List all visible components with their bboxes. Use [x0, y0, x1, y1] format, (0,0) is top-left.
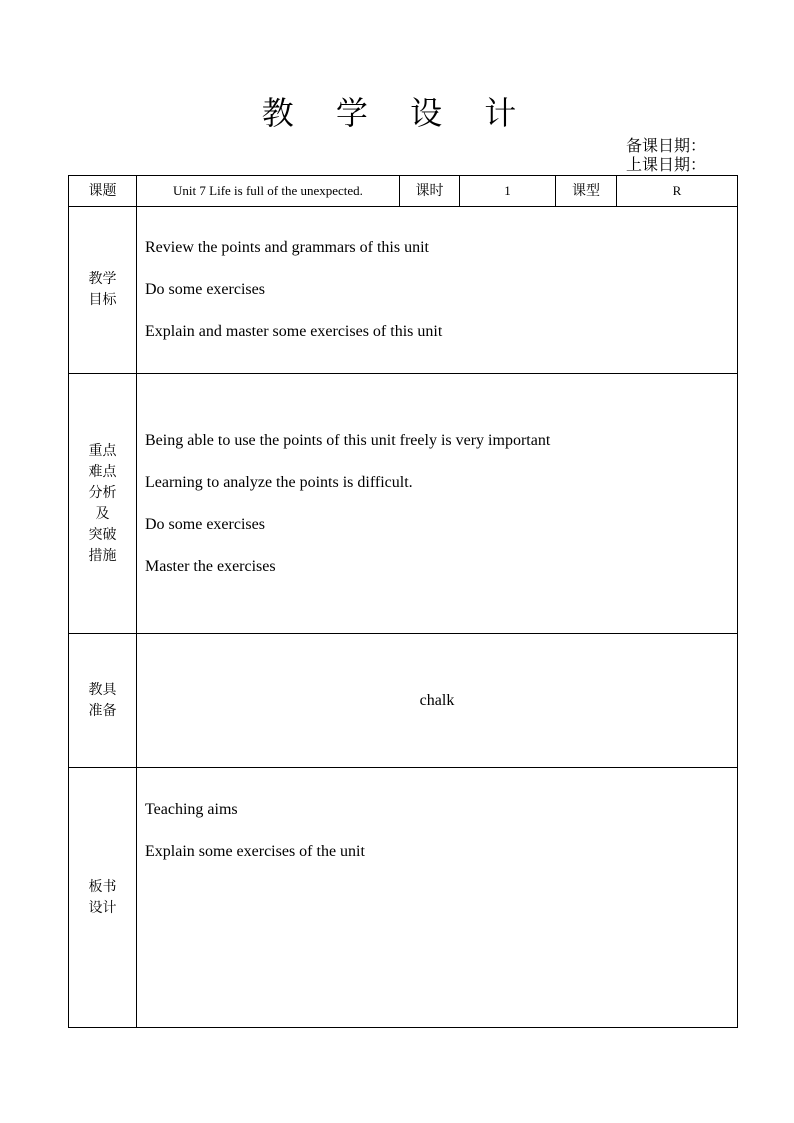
keypoints-label-line: 难点	[88, 463, 117, 480]
topic-value: Unit 7 Life is full of the unexpected.	[137, 176, 400, 207]
board-content	[137, 768, 738, 1028]
board-line: Teaching aims	[145, 801, 238, 818]
board-label-line: 设计	[88, 899, 117, 916]
keypoints-label-line: 突破	[88, 526, 117, 543]
period-label: 课时	[400, 176, 460, 207]
objective-line: Do some exercises	[145, 281, 265, 298]
objectives-label-line: 教学	[88, 271, 117, 287]
keypoints-label	[69, 374, 137, 634]
prep-date-label: 备课日期：	[626, 136, 707, 155]
keypoints-label-line: 及	[95, 505, 110, 522]
keypoints-content	[137, 374, 738, 634]
keypoints-label-line: 措施	[88, 547, 117, 564]
class-date-label: 上课日期：	[626, 155, 707, 174]
keypoint-line: Master the exercises	[145, 557, 276, 575]
header-row	[69, 176, 738, 207]
materials-label-line: 教具	[88, 681, 117, 698]
materials-value: chalk	[137, 634, 738, 768]
objectives-label	[69, 207, 137, 374]
keypoints-label-line: 重点	[88, 442, 117, 459]
materials-row	[69, 634, 738, 768]
keypoint-line: Learning to analyze the points is difficult.	[145, 473, 413, 491]
keypoints-row	[69, 374, 738, 634]
type-value: R	[617, 176, 738, 207]
type-label: 课型	[556, 176, 617, 207]
objectives-label-line: 目标	[88, 292, 117, 308]
keypoint-line: Do some exercises	[145, 515, 265, 533]
board-label	[69, 768, 137, 1028]
topic-label: 课题	[69, 176, 137, 207]
board-row	[69, 768, 738, 1028]
objectives-row	[69, 207, 738, 374]
date-block	[626, 136, 706, 174]
period-value: 1	[460, 176, 556, 207]
board-label-line: 板书	[88, 878, 117, 895]
keypoints-label-line: 分析	[88, 484, 117, 501]
materials-label-line: 准备	[88, 702, 117, 719]
objectives-content	[137, 207, 738, 374]
objective-line: Review the points and grammars of this unit	[145, 239, 429, 256]
board-line: Explain some exercises of the unit	[145, 843, 365, 860]
page-title: 教 学 设 计	[261, 94, 533, 132]
materials-label	[69, 634, 137, 768]
objective-line: Explain and master some exercises of this unit	[145, 323, 443, 340]
keypoint-line: Being able to use the points of this unit freely is very important	[145, 431, 551, 449]
lesson-plan-table	[68, 175, 738, 1028]
